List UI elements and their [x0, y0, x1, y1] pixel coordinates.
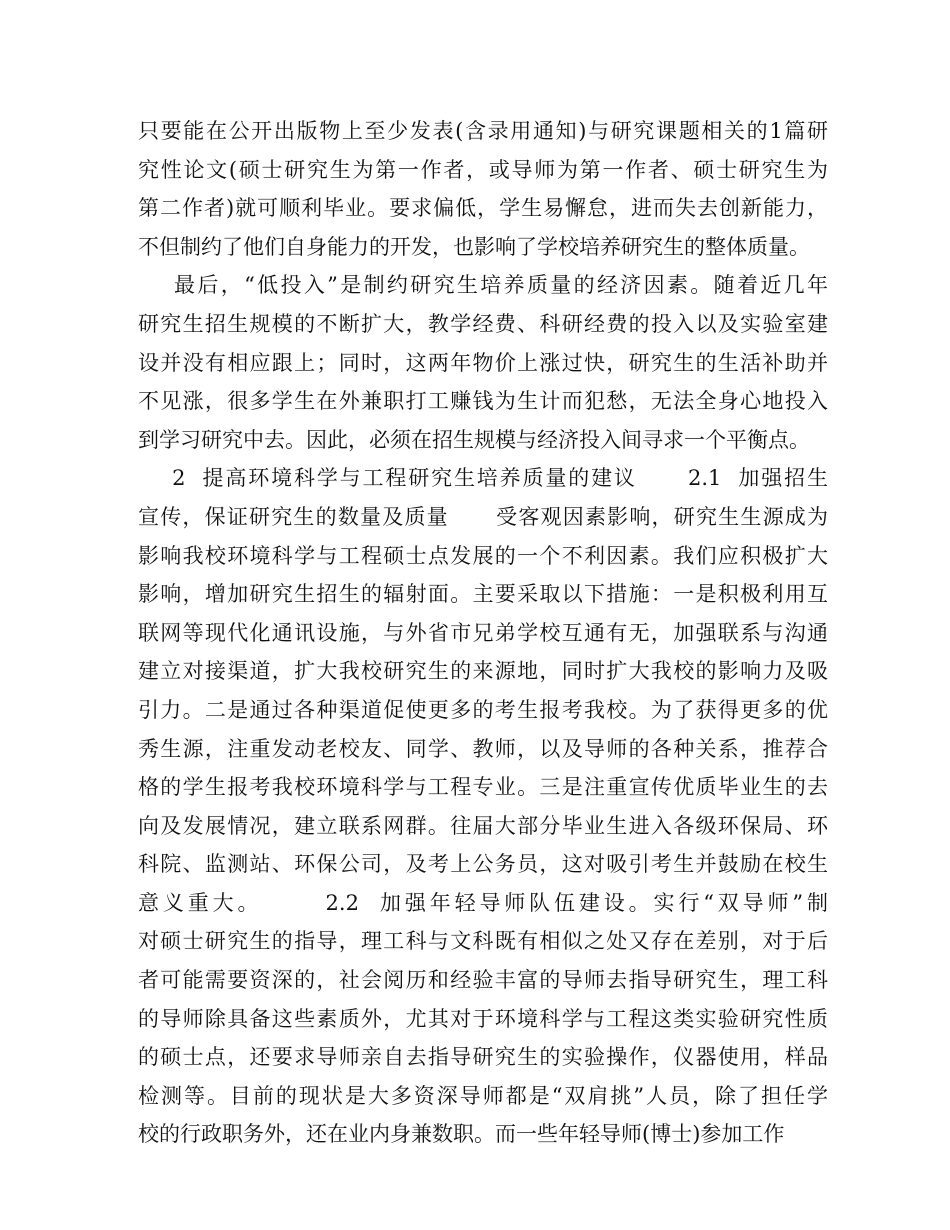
text-line: 影响，增加研究生招生的辐射面。主要采取以下措施：一是积极利用互 [138, 582, 828, 607]
text-line: 者可能需要资深的，社会阅历和经验丰富的导师去指导研究生，理工科 [138, 968, 828, 993]
text-line: 意义重大。 2.2 加强年轻导师队伍建设。实行“双导师”制 [138, 890, 828, 915]
text-line: 最后，“低投入”是制约研究生培养质量的经济因素。随着近几年 [138, 273, 828, 298]
text-line: 研究生招生规模的不断扩大，教学经费、科研经费的投入以及实验室建 [138, 311, 828, 336]
text-line: 设并没有相应跟上；同时，这两年物价上涨过快，研究生的生活补助并 [138, 350, 828, 375]
text-line: 对硕士研究生的指导，理工科与文科既有相似之处又存在差别，对于后 [138, 929, 828, 954]
text-line: 格的学生报考我校环境科学与工程专业。三是注重宣传优质毕业生的去 [138, 775, 828, 800]
text-line: 联网等现代化通讯设施，与外省市兄弟学校互通有无，加强联系与沟通 [138, 620, 828, 645]
text-line: 究性论文(硕士研究生为第一作者，或导师为第一作者、硕士研究生为 [138, 157, 828, 182]
text-line: 向及发展情况，建立联系网群。往届大部分毕业生进入各级环保局、环 [138, 813, 828, 838]
text-line: 建立对接渠道，扩大我校研究生的来源地，同时扩大我校的影响力及吸 [138, 659, 828, 684]
text-line: 秀生源，注重发动老校友、同学、教师，以及导师的各种关系，推荐合 [138, 736, 828, 761]
text-line: 检测等。目前的现状是大多资深导师都是“双肩挑”人员，除了担任学 [138, 1083, 828, 1108]
text-line: 第二作者)就可顺利毕业。要求偏低，学生易懈怠，进而失去创新能力， [138, 196, 828, 221]
text-line: 2 提高环境科学与工程研究生培养质量的建议 2.1 加强招生 [138, 466, 828, 491]
text-line: 的硕士点，还要求导师亲自去指导研究生的实验操作，仪器使用，样品 [138, 1045, 828, 1070]
text-line: 科院、监测站、环保公司，及考上公务员，这对吸引考生并鼓励在校生 [138, 852, 828, 877]
text-line: 的导师除具备这些素质外，尤其对于环境科学与工程这类实验研究性质 [138, 1006, 828, 1031]
text-line: 到学习研究中去。因此，必须在招生规模与经济投入间寻求一个平衡点。 [138, 427, 810, 452]
text-line: 影响我校环境科学与工程硕士点发展的一个不利因素。我们应积极扩大 [138, 543, 828, 568]
text-line: 不见涨，很多学生在外兼职打工赚钱为生计而犯愁，无法全身心地投入 [138, 389, 828, 414]
text-line: 宣传，保证研究生的数量及质量 受客观因素影响，研究生生源成为 [138, 504, 828, 529]
text-line: 校的行政职务外，还在业内身兼数职。而一些年轻导师(博士)参加工作 [138, 1122, 785, 1147]
text-line: 引力。二是通过各种渠道促使更多的考生报考我校。为了获得更多的优 [138, 697, 828, 722]
text-line: 只要能在公开出版物上至少发表(含录用通知)与研究课题相关的1篇研 [138, 119, 828, 143]
body-text [138, 112, 828, 1154]
text-line: 不但制约了他们自身能力的开发，也影响了学校培养研究生的整体质量。 [138, 234, 810, 259]
